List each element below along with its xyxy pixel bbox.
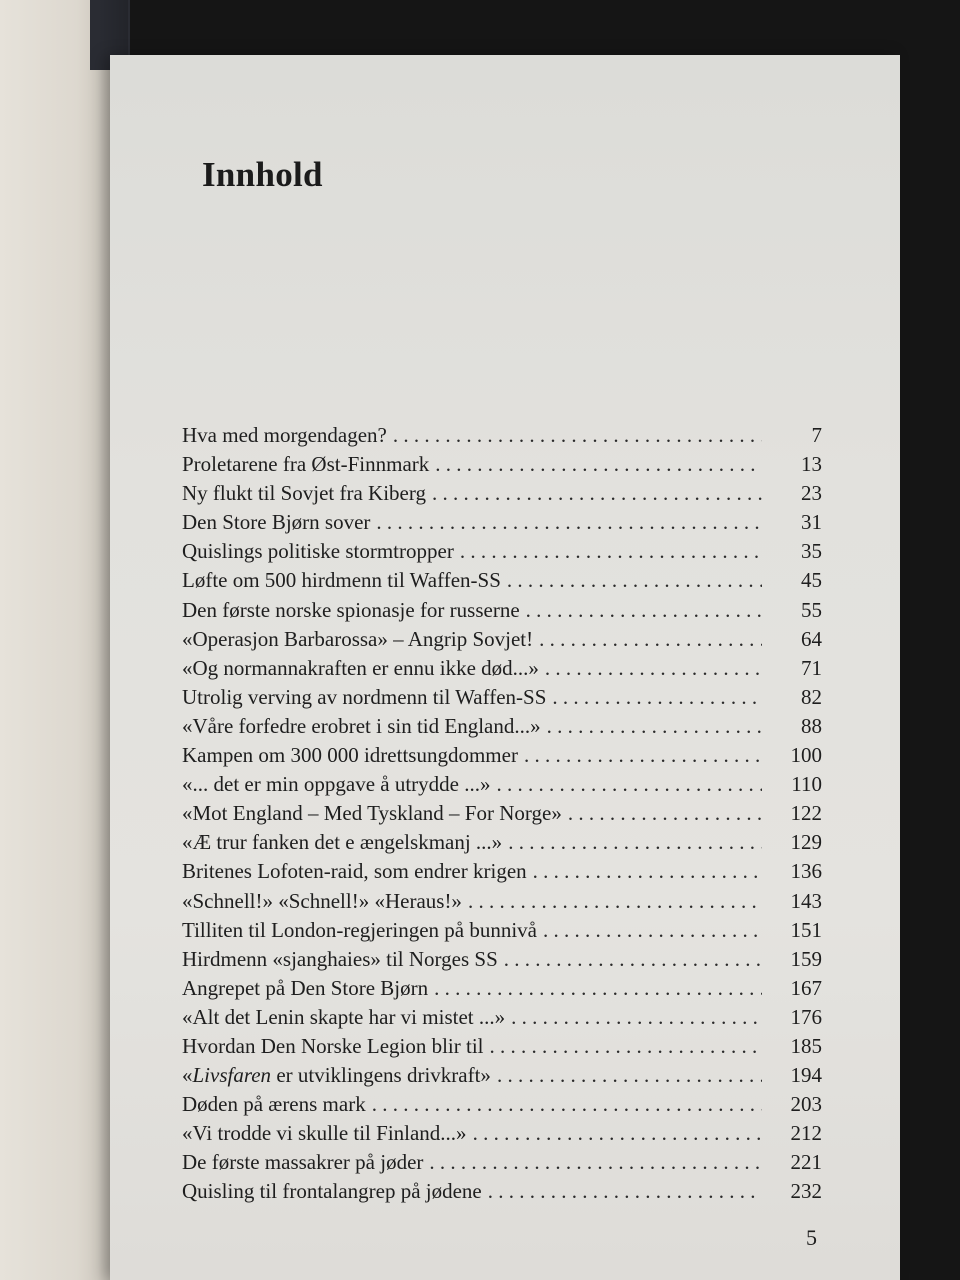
- toc-entry: [182, 889, 822, 918]
- toc-entry: [182, 1034, 822, 1063]
- toc-entry-title: Hirdmenn «sjanghaies» til Norges SS: [182, 946, 498, 971]
- toc-leader-dots: [568, 801, 762, 826]
- toc-leader-dots: [524, 743, 762, 768]
- toc-leader-dots: [490, 1034, 762, 1059]
- toc-entry-title: «Og normannakraften er ennu ikke død...»: [182, 655, 539, 680]
- toc-entry-page: 35: [801, 539, 822, 564]
- toc-entry-title: De første massakrer på jøder: [182, 1150, 424, 1175]
- toc-leader-dots: [372, 1092, 762, 1117]
- toc-entry-page: 45: [801, 568, 822, 593]
- toc-leader-dots: [497, 772, 763, 797]
- toc-entry-page: 82: [801, 684, 822, 709]
- toc-leader-dots: [429, 1150, 762, 1175]
- toc-entry-page: 13: [801, 452, 822, 477]
- toc-entry-page: 64: [801, 626, 822, 651]
- toc-title-rest: er utviklingens drivkraft»: [271, 1063, 491, 1088]
- toc-entry-page: 176: [790, 1004, 822, 1029]
- toc-entry: [182, 568, 822, 597]
- toc-entry-title: Quisling til frontalangrep på jødene: [182, 1179, 482, 1204]
- toc-entry: [182, 830, 822, 859]
- toc-entry-title: Ny flukt til Sovjet fra Kiberg: [182, 481, 426, 506]
- toc-entry-title: Proletarene fra Øst-Finnmark: [182, 452, 430, 477]
- page-title: Innhold: [202, 155, 323, 194]
- toc-entry-title: Kampen om 300 000 idrettsungdommer: [182, 743, 518, 768]
- toc-entry-title: Døden på ærens mark: [182, 1092, 366, 1117]
- toc-leader-dots: [434, 976, 762, 1001]
- toc-leader-dots: [533, 859, 762, 884]
- toc-entry: [182, 947, 822, 976]
- toc-entry-page: 221: [790, 1150, 822, 1175]
- toc-entry-page: 100: [790, 743, 822, 768]
- toc-entry-title: «Æ trur fanken det e ængelskmanj ...»: [182, 830, 503, 855]
- toc-title-italic: Livsfaren: [192, 1063, 272, 1088]
- toc-entry-page: 143: [790, 888, 822, 913]
- toc-entry-title: Hvordan Den Norske Legion blir til: [182, 1033, 484, 1058]
- toc-entry: [182, 1179, 822, 1208]
- toc-entry: [182, 801, 822, 830]
- toc-entry: [182, 859, 822, 888]
- toc-entry-page: 31: [801, 510, 822, 535]
- toc-entry: [182, 452, 822, 481]
- toc-entry: [182, 1092, 822, 1121]
- toc-leader-dots: [488, 1179, 762, 1204]
- toc-leader-dots: [497, 1063, 762, 1088]
- toc-entry-title: «Operasjon Barbarossa» – Angrip Sovjet!: [182, 626, 534, 651]
- toc-entry: [182, 685, 822, 714]
- toc-entry-page: 122: [790, 801, 822, 826]
- toc-leader-dots: [432, 481, 762, 506]
- toc-entry: [182, 539, 822, 568]
- toc-entry-page: 71: [801, 655, 822, 680]
- toc-entry: [182, 976, 822, 1005]
- toc-entry: [182, 481, 822, 510]
- toc-entry: [182, 1063, 822, 1092]
- toc-entry: [182, 1005, 822, 1034]
- toc-entry-title: «Mot England – Med Tyskland – For Norge»: [182, 801, 562, 826]
- toc-entry-page: 55: [801, 597, 822, 622]
- page-number: 5: [806, 1225, 817, 1250]
- toc-entry-page: 136: [790, 859, 822, 884]
- toc-entry-page: 23: [801, 481, 822, 506]
- toc-leader-dots: [393, 423, 762, 448]
- toc-entry: [182, 510, 822, 539]
- toc-entry: [182, 772, 822, 801]
- toc-leader-dots: [473, 1121, 762, 1146]
- toc-entry-title: «Alt det Lenin skapte har vi mistet ...»: [182, 1004, 506, 1029]
- book-page: [110, 55, 900, 1280]
- toc-entry: [182, 714, 822, 743]
- toc-entry: [182, 743, 822, 772]
- toc-leader-dots: [376, 510, 762, 535]
- toc-entry-title: Den Store Bjørn sover: [182, 510, 371, 535]
- toc-leader-dots: [435, 452, 762, 477]
- toc-leader-dots: [552, 685, 762, 710]
- toc-entry-title: Tilliten til London-regjeringen på bunnivå: [182, 917, 538, 942]
- toc-entry-page: 194: [790, 1063, 822, 1088]
- toc-entry-title: Hva med morgendagen?: [182, 423, 387, 447]
- toc-entry: [182, 598, 822, 627]
- toc-entry-page: 212: [790, 1121, 822, 1146]
- toc-entry-page: 159: [790, 946, 822, 971]
- toc-entry-page: 232: [790, 1179, 822, 1204]
- toc-entry: [182, 656, 822, 685]
- toc-leader-dots: [543, 918, 762, 943]
- toc-entry-page: 151: [790, 917, 822, 942]
- toc-title-prefix: «: [182, 1063, 193, 1088]
- toc-entry-page: 203: [790, 1092, 822, 1117]
- toc-leader-dots: [460, 539, 762, 564]
- toc-entry-title: «... det er min oppgave å utrydde ...»: [182, 772, 491, 797]
- toc-entry-page: 185: [790, 1033, 822, 1058]
- toc-entry-title: Angrepet på Den Store Bjørn: [182, 975, 429, 1000]
- toc-entry-title: Den første norske spionasje for russerne: [182, 597, 520, 622]
- toc-entry: [182, 1121, 822, 1150]
- toc-leader-dots: [511, 1005, 762, 1030]
- toc-leader-dots: [508, 830, 762, 855]
- toc-leader-dots: [507, 568, 762, 593]
- toc-leader-dots: [468, 889, 762, 914]
- toc-entry: [182, 423, 822, 452]
- toc-entry: [182, 1150, 822, 1179]
- toc-entry-page: 129: [790, 830, 822, 855]
- toc-entry: [182, 918, 822, 947]
- table-of-contents: [182, 423, 822, 1209]
- toc-leader-dots: [547, 714, 762, 739]
- toc-leader-dots: [526, 598, 762, 623]
- toc-entry-title: Løfte om 500 hirdmenn til Waffen-SS: [182, 568, 501, 593]
- toc-leader-dots: [504, 947, 762, 972]
- toc-entry-title: «Schnell!» «Schnell!» «Heraus!»: [182, 888, 462, 913]
- toc-entry-title: «Våre forfedre erobret i sin tid England...»: [182, 713, 541, 738]
- toc-entry-page: 7: [811, 423, 822, 447]
- toc-leader-dots: [545, 656, 762, 681]
- toc-entry-title: Quislings politiske stormtropper: [182, 539, 454, 564]
- toc-entry-title: Utrolig verving av nordmenn til Waffen-SS: [182, 684, 547, 709]
- toc-entry-title: «Vi trodde vi skulle til Finland...»: [182, 1121, 467, 1146]
- toc-entry-title: Britenes Lofoten-raid, som endrer krigen: [182, 859, 527, 884]
- toc-entry-page: 88: [801, 713, 822, 738]
- toc-entry-page: 110: [791, 772, 822, 797]
- toc-entry: [182, 627, 822, 656]
- toc-leader-dots: [539, 627, 762, 652]
- toc-entry-page: 167: [790, 975, 822, 1000]
- toc-entry-title: [182, 1063, 491, 1088]
